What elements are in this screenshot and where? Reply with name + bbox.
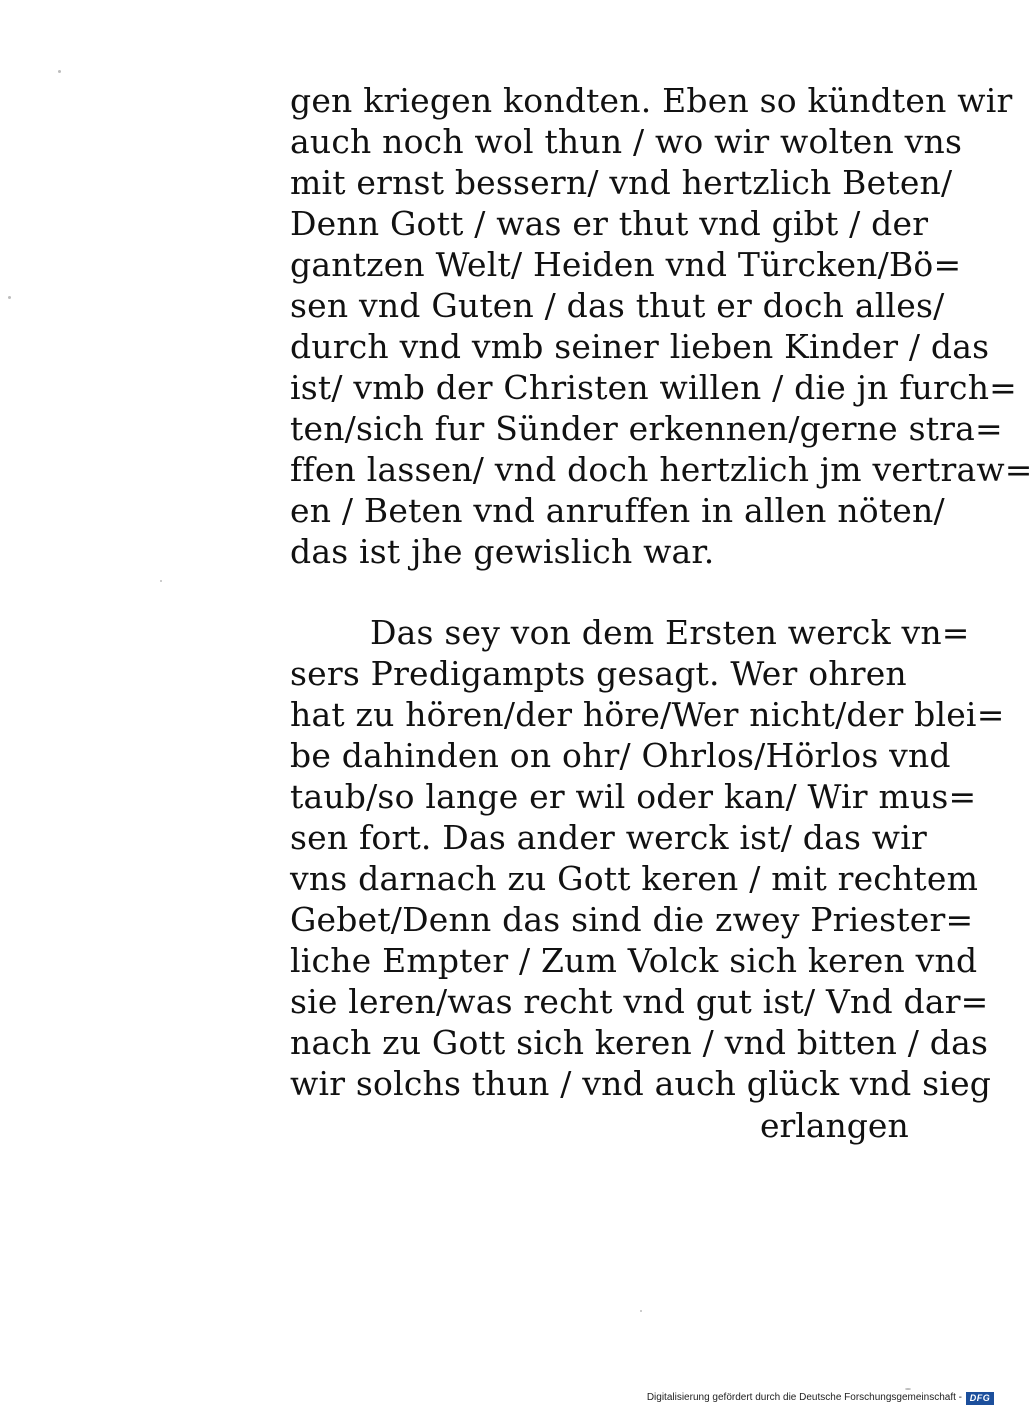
text-line-indented: Das sey von dem Ersten werck vn= (370, 613, 970, 652)
digitization-credit: Digitalisierung gefördert durch die Deutsche Forschungsgemeinschaft - (646, 1392, 962, 1403)
text-line: nach zu Gott sich keren / vnd bitten / das (290, 1023, 989, 1062)
text-line: en / Beten vnd anruffen in allen nöten/ (290, 491, 945, 530)
text-line: liche Empter / Zum Volck sich keren vnd (290, 941, 978, 980)
text-line: gantzen Welt/ Heiden vnd Türcken/Bö= (290, 245, 962, 284)
text-line: wir solchs thun / vnd auch glück vnd sieg (290, 1064, 992, 1103)
text-line: sie leren/was recht vnd gut ist/ Vnd dar= (290, 982, 989, 1021)
text-line: durch vnd vmb seiner lieben Kinder / das (290, 327, 990, 366)
text-line: Gebet/Denn das sind die zwey Priester= (290, 900, 974, 939)
text-line: gen kriegen kondten. Eben so kündten wir (290, 81, 1013, 120)
scan-speck (905, 1388, 911, 1390)
scan-speck (58, 70, 61, 73)
text-line: Denn Gott / was er thut vnd gibt / der (290, 204, 929, 243)
text-line: ten/sich fur Sünder erkennen/gerne stra= (290, 409, 1003, 448)
dfg-logo-icon: DFG (966, 1392, 994, 1405)
text-line: sen fort. Das ander werck ist/ das wir (290, 818, 927, 857)
scan-speck (640, 1310, 642, 1312)
scan-speck (160, 580, 162, 582)
text-line: ffen lassen/ vnd doch hertzlich jm vertraw= (290, 450, 1033, 489)
text-line: das ist jhe gewislich war. (290, 532, 715, 571)
text-line: ist/ vmb der Christen willen / die jn furch= (290, 368, 1018, 407)
text-line: sen vnd Guten / das thut er doch alles/ (290, 286, 945, 325)
text-line: sers Predigampts gesagt. Wer ohren (290, 654, 907, 693)
text-line: taub/so lange er wil oder kan/ Wir mus= (290, 777, 977, 816)
catchword: erlangen (760, 1106, 909, 1145)
text-line: hat zu hören/der höre/Wer nicht/der blei= (290, 695, 1005, 734)
scan-speck (8, 296, 11, 299)
text-line: be dahinden on ohr/ Ohrlos/Hörlos vnd (290, 736, 951, 775)
text-line: auch noch wol thun / wo wir wolten vns (290, 122, 963, 161)
text-line: mit ernst bessern/ vnd hertzlich Beten/ (290, 163, 953, 202)
text-line: vns darnach zu Gott keren / mit rechtem (290, 859, 979, 898)
